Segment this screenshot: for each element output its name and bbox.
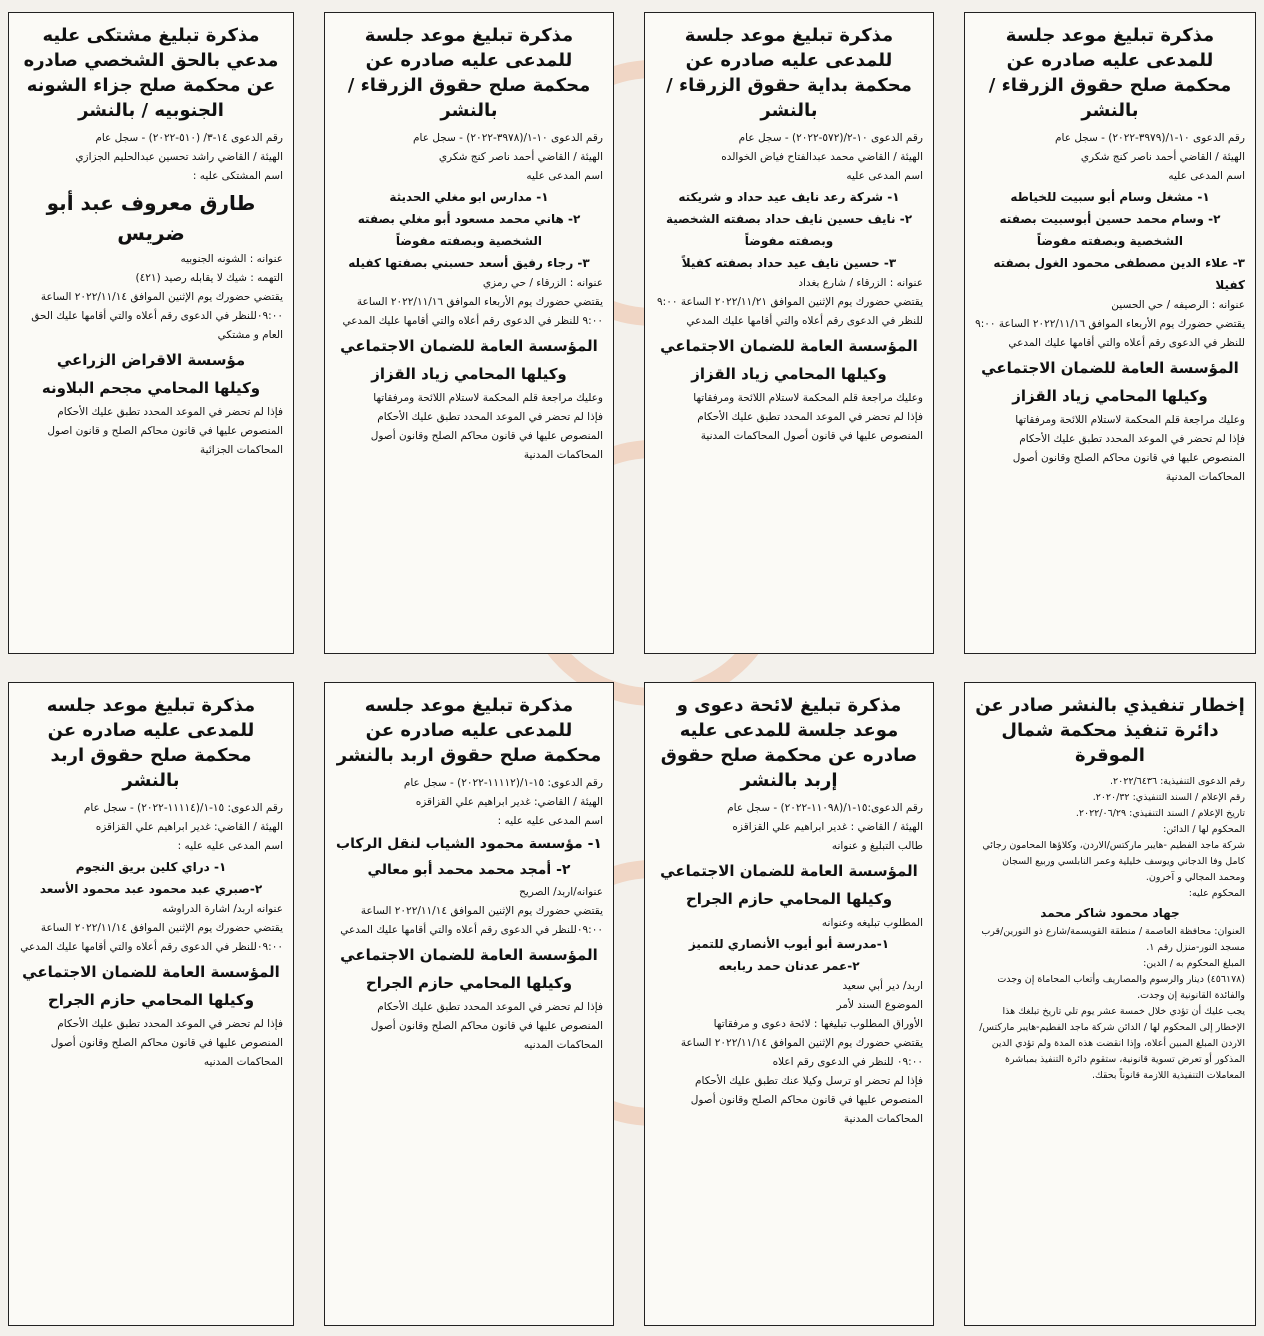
creditor-label: المحكوم لها / الدائن: <box>1163 824 1245 835</box>
payment-warning: يجب عليك أن تؤدي خلال خمسة عشر يوم تلي تاريخ تبلغك هذا الإخطار إلى المحكوم لها / الدائن شركة ماجد الفطيم-هايبر ماركتس/الاردن المبلغ المبين أعلاه، وإذا انقضت هذه المدة ولم تؤدي الدين المذكور أو تعرض تسوية قانونية، ستقوم دائرة التنفيذ بمباشرة المعاملات التنفيذية اللازمة قانوناً بحقك. <box>979 1006 1245 1081</box>
notice-irbid-magistrate-11114 <box>8 682 294 1326</box>
notice-title: إخطار تنفيذي بالنشر صادر عن دائرة تنفيذ محكمة شمال الموقرة <box>975 695 1245 766</box>
target-label: المطلوب تبليغه وعنوانه <box>821 917 923 929</box>
judge-panel: الهيئة / القاضي: غدير ابراهيم علي القزاقزه <box>415 796 603 808</box>
defendant-2: ٢- هاني محمد مسعود أبو مغلي بصفته الشخصية وبصفته مفوضاً <box>357 212 581 248</box>
case-number: رقم الدعوى ١٠-١/(٣٩٧٨-٢٠٢٢) - سجل عام <box>413 132 603 144</box>
warning-text: فإذا لم تحضر في الموعد المحدد تطبق عليك الأحكام المنصوص عليها في قانون محاكم الصلح و قانون اصول المحاكمات الجزائية <box>47 406 283 456</box>
defendant-1: ١- مشغل وسام أبو سبيت للخياطه <box>1010 190 1210 204</box>
case-number: رقم الدعوى:١٥-١/(١١٠٩٨-٢٠٢٢) - سجل عام <box>727 802 923 814</box>
defendant-1: ١- مدارس ابو مغلي الحديثة <box>389 190 549 204</box>
plaintiff-lawyer: وكيلها المحامي مجحم البلاونه <box>41 379 261 397</box>
charge: التهمه : شيك لا يقابله رصيد (٤٢١) <box>135 272 283 284</box>
notices-row-bottom <box>0 682 1264 1326</box>
requester-label: طالب التبليغ و عنوانه <box>831 840 923 852</box>
plaintiff: المؤسسة العامة للضمان الاجتماعي <box>660 862 918 880</box>
defendant-label: اسم المدعى عليه <box>526 170 603 182</box>
defendant-1: ١-مدرسة أبو أيوب الأنصاري للتميز <box>688 937 890 951</box>
amount-label: المبلغ المحكوم به / الدين: <box>1143 958 1245 969</box>
warning-text: فإذا لم تحضر في الموعد المحدد تطبق عليك الأحكام المنصوص عليها في قانون أصول المحاكمات المدنية <box>697 411 923 442</box>
defendant-3: ٣- رجاء رفيق أسعد حسبني بصفتها كفيله <box>348 256 590 270</box>
plaintiff-lawyer: وكيلها المحامي زياد القزاز <box>1012 387 1208 405</box>
defendant-label: اسم المدعى عليه <box>1168 170 1245 182</box>
debtor-address: العنوان: محافظة العاصمة / منطقة القويسمة/شارع ذو النورين/قرب مسجد النور-منزل رقم ١. <box>981 926 1245 953</box>
defendant-name: طارق معروف عبد أبو ضريس <box>46 191 256 245</box>
hearing-details: يقتضي حضورك يوم الإثنين الموافق ٢٠٢٢/١١/١٤ الساعة ٠٩:٠٠للنظر في الدعوى رقم أعلاه والتي أقامها عليك المدعي <box>20 922 283 953</box>
judge-panel: الهيئة / القاضي محمد عبدالفتاح فياض الخوالده <box>721 151 923 163</box>
notice-zarqa-magistrate-3978 <box>324 12 614 654</box>
judge-panel: الهيئة / القاضي : غدير ابراهيم علي القزاقزه <box>732 821 923 833</box>
defendant-3: ٣- حسين نايف عيد حداد بصفته كفيلاً <box>681 256 897 270</box>
hearing-details: يقتضي حضورك يوم الأربعاء الموافق ٢٠٢٢/١١/١٦ الساعة ٩:٠٠ للنظر في الدعوى رقم أعلاه والتي أقامها عليك المدعي <box>975 318 1245 349</box>
defendant-label: اسم المدعى عليه عليه : <box>177 840 283 852</box>
defendant-1: ١- شركة رعد نايف عيد حداد و شريكته <box>678 190 900 204</box>
notice-irbid-magistrate-11098 <box>644 682 934 1326</box>
notice-shouneh-criminal-510 <box>8 12 294 654</box>
judge-panel: الهيئة / القاضي: غدير ابراهيم علي القزاقزه <box>95 821 283 833</box>
case-number: رقم الدعوى ١٠-١/(٣٩٧٩-٢٠٢٢) - سجل عام <box>1055 132 1245 144</box>
plaintiff: المؤسسة العامة للضمان الاجتماعي <box>340 337 598 355</box>
debtor-label: المحكوم عليه: <box>1188 888 1245 899</box>
address: عنوانه : الرصيفه / حي الحسين <box>1111 299 1245 311</box>
plaintiff: المؤسسة العامة للضمان الاجتماعي <box>22 963 280 981</box>
subject: الموضوع السند لأمر <box>836 999 923 1011</box>
plaintiff-lawyer: وكيلها المحامي حازم الجراح <box>365 974 573 992</box>
notice-title: مذكرة تبليغ مشتكى عليه مدعي بالحق الشخصي صادره عن محكمة صلح جزاء الشونه الجنوبيه / بالنشر <box>23 25 279 121</box>
case-number: رقم الدعوى: ١٥-١/(١١١١٢-٢٠٢٢) - سجل عام <box>403 777 603 789</box>
creditor-details: شركة ماجد الفطيم -هايبر ماركتس/الاردن، وكلاؤها المحامون رجائي كامل وفا الدجاني ويوسف خليلية وعمر النابلسي وربيع السجان ومحمد المجالي و آخرون. <box>982 840 1245 883</box>
debtor-name: جهاد محمود شاكر محمد <box>1040 906 1180 920</box>
plaintiff: مؤسسة الاقراض الزراعي <box>56 351 246 369</box>
defendant-2: ٢-صبري عبد محمود عبد محمود الأسعد <box>39 882 263 896</box>
warning-text: فإذا لم تحضر في الموعد المحدد تطبق عليك الأحكام المنصوص عليها في قانون محاكم الصلح وقانون أصول المحاكمات المدنية <box>370 411 603 461</box>
plaintiff-lawyer: وكيلها المحامي حازم الجراح <box>47 991 255 1009</box>
defendant-2: ٢-عمر عدنان حمد ربابعه <box>718 959 860 973</box>
review-instruction: وعليك مراجعة قلم المحكمة لاستلام اللائحة ومرفقاتها <box>1015 414 1245 426</box>
case-number: رقم الدعوى: ١٥-١/(١١١١٤-٢٠٢٢) - سجل عام <box>83 802 283 814</box>
plaintiff-lawyer: وكيلها المحامي حازم الجراح <box>685 890 893 908</box>
defendant-2: ٢- أمجد محمد محمد أبو معالي <box>367 862 571 878</box>
instrument-number: رقم الإعلام / السند التنفيذي: ٢٠٢٠/٣٢. <box>1092 792 1245 803</box>
warning-text: فإذا لم تحضر او ترسل وكيلا عنك تطبق عليك الأحكام المنصوص عليها في قانون محاكم الصلح وقانون أصول المحاكمات المدنية <box>690 1075 923 1125</box>
notices-row-top <box>0 12 1264 654</box>
plaintiff: المؤسسة العامة للضمان الاجتماعي <box>660 337 918 355</box>
notice-title: مذكرة تبليغ موعد جلسه للمدعى عليه صادره عن محكمة صلح حقوق اربد بالنشر <box>46 695 256 791</box>
address: عنوانه : الزرقاء / حي رمزي <box>482 277 603 289</box>
notice-title: مذكرة تبليغ موعد جلسة للمدعى عليه صادره عن محكمة صلح حقوق الزرقاء / بالنشر <box>347 25 591 121</box>
defendant-1: ١- مؤسسة محمود الشياب لنقل الركاب <box>336 836 602 852</box>
plaintiff-lawyer: وكيلها المحامي زياد القزاز <box>371 365 567 383</box>
defendant-label: اسم المشتكى عليه : <box>192 170 283 182</box>
address: عنوانه/اربد/ الصريح <box>519 886 603 898</box>
hearing-details: يقتضي حضورك يوم الإثنين الموافق ٢٠٢٢/١١/١٤ الساعة ٠٩:٠٠للنظر في الدعوى رقم أعلاه والتي أقامها عليك المدعي <box>340 905 603 936</box>
hearing-details: يقتضي حضورك يوم الإثنين الموافق ٢٠٢٢/١١/١٤ الساعة ٠٩:٠٠للنظر في الدعوى رقم أعلاه والتي أقامها عليك الحق العام و مشتكي <box>31 291 283 341</box>
defendant-3: ٣- علاء الدين مصطفى محمود الغول بصفته كفيلا <box>993 256 1245 292</box>
notice-title: مذكرة تبليغ لائحة دعوى و موعد جلسة للمدعى عليه صادره عن محكمة صلح حقوق إربد بالنشر <box>660 695 918 791</box>
notice-title: مذكرة تبليغ موعد جلسه للمدعى عليه صادره عن محكمة صلح حقوق اربد بالنشر <box>336 695 602 766</box>
judge-panel: الهيئة / القاضي راشد تحسين عبدالحليم الجزازي <box>75 151 283 163</box>
notice-north-muwaqqar-execution <box>964 682 1256 1326</box>
address: عنوانه اربد/ اشارة الدراوشه <box>162 903 283 915</box>
warning-text: فإذا لم تحضر في الموعد المحدد تطبق عليك الأحكام المنصوص عليها في قانون محاكم الصلح وقانون أصول المحاكمات المدنيه <box>370 1001 603 1051</box>
plaintiff: المؤسسة العامة للضمان الاجتماعي <box>981 359 1239 377</box>
hearing-details: يقتضي حضورك يوم الإثنين الموافق ٢٠٢٢/١١/٢١ الساعة ٩:٠٠ للنظر في الدعوى رقم أعلاه والتي أقامها عليك المدعي <box>657 296 923 327</box>
warning-text: فإذا لم تحضر في الموعد المحدد تطبق عليك الأحكام المنصوص عليها في قانون محاكم الصلح وقانون أصول المحاكمات المدنيه <box>50 1018 283 1068</box>
address: اربد/ دير أبي سعيد <box>842 980 923 992</box>
notice-title: مذكرة تبليغ موعد جلسة للمدعى عليه صادره عن محكمة صلح حقوق الزرقاء / بالنشر <box>988 25 1232 121</box>
review-instruction: وعليك مراجعة قلم المحكمة لاستلام اللائحة ومرفقاتها <box>693 392 923 404</box>
plaintiff: المؤسسة العامة للضمان الاجتماعي <box>340 946 598 964</box>
amount-details: (٤٥٦١٧٨) دينار والرسوم والمصاريف وأتعاب المحاماة إن وجدت والفائدة القانونية إن وجدت. <box>997 974 1245 1001</box>
execution-case-number: رقم الدعوى التنفيذية: ٢٠٢٢/٦٤٣٦. <box>1110 776 1245 787</box>
notice-zarqa-magistrate-3979 <box>964 12 1256 654</box>
judge-panel: الهيئة / القاضي أحمد ناصر كنج شكري <box>1080 151 1245 163</box>
defendant-1: ١- دراي كلين بريق النجوم <box>75 860 227 874</box>
address: عنوانه : الشونه الجنوبيه <box>180 253 283 265</box>
defendant-label: اسم المدعى عليه عليه : <box>497 815 603 827</box>
judge-panel: الهيئة / القاضي أحمد ناصر كنج شكري <box>438 151 603 163</box>
hearing-details: يقتضي حضورك يوم الإثنين الموافق ٢٠٢٢/١١/١٤ الساعة ٠٩:٠٠ للنظر في الدعوى رقم اعلاه <box>680 1037 923 1068</box>
case-number: رقم الدعوى ١٠-٢/(٥٧٢-٢٠٢٢) - سجل عام <box>738 132 923 144</box>
instrument-date: تاريخ الإعلام / السند التنفيذي: ٢٠٢٢/٠٦/٢٩. <box>1075 808 1245 819</box>
defendant-2: ٢- وسام محمد حسين أبوسبيت بصفته الشخصية وبصفته مفوضاً <box>999 212 1221 248</box>
notice-zarqa-first-instance-572 <box>644 12 934 654</box>
case-number: رقم الدعوى ١٤-٣/ (٥١٠-٢٠٢٢) - سجل عام <box>95 132 283 144</box>
review-instruction: وعليك مراجعة قلم المحكمة لاستلام اللائحة ومرفقاتها <box>373 392 603 404</box>
warning-text: فإذا لم تحضر في الموعد المحدد تطبق عليك الأحكام المنصوص عليها في قانون محاكم الصلح وقانون أصول المحاكمات المدنية <box>1012 433 1245 483</box>
hearing-details: يقتضي حضورك يوم الأربعاء الموافق ٢٠٢٢/١١/١٦ الساعة ٩:٠٠ للنظر في الدعوى رقم أعلاه والتي أقامها عليك المدعي <box>342 296 603 327</box>
plaintiff-lawyer: وكيلها المحامي زياد القزاز <box>691 365 887 383</box>
notice-title: مذكرة تبليغ موعد جلسة للمدعى عليه صادره عن محكمة بداية حقوق الزرقاء / بالنشر <box>666 25 912 121</box>
defendant-2: ٢- نايف حسين نايف حداد بصفته الشخصية وبصفته مفوضاً <box>665 212 913 248</box>
notice-irbid-magistrate-11112 <box>324 682 614 1326</box>
documents: الأوراق المطلوب تبليغها : لائحة دعوى و مرفقاتها <box>713 1018 923 1030</box>
defendant-label: اسم المدعى عليه <box>846 170 923 182</box>
address: عنوانه : الزرقاء / شارع بغداد <box>798 277 923 289</box>
